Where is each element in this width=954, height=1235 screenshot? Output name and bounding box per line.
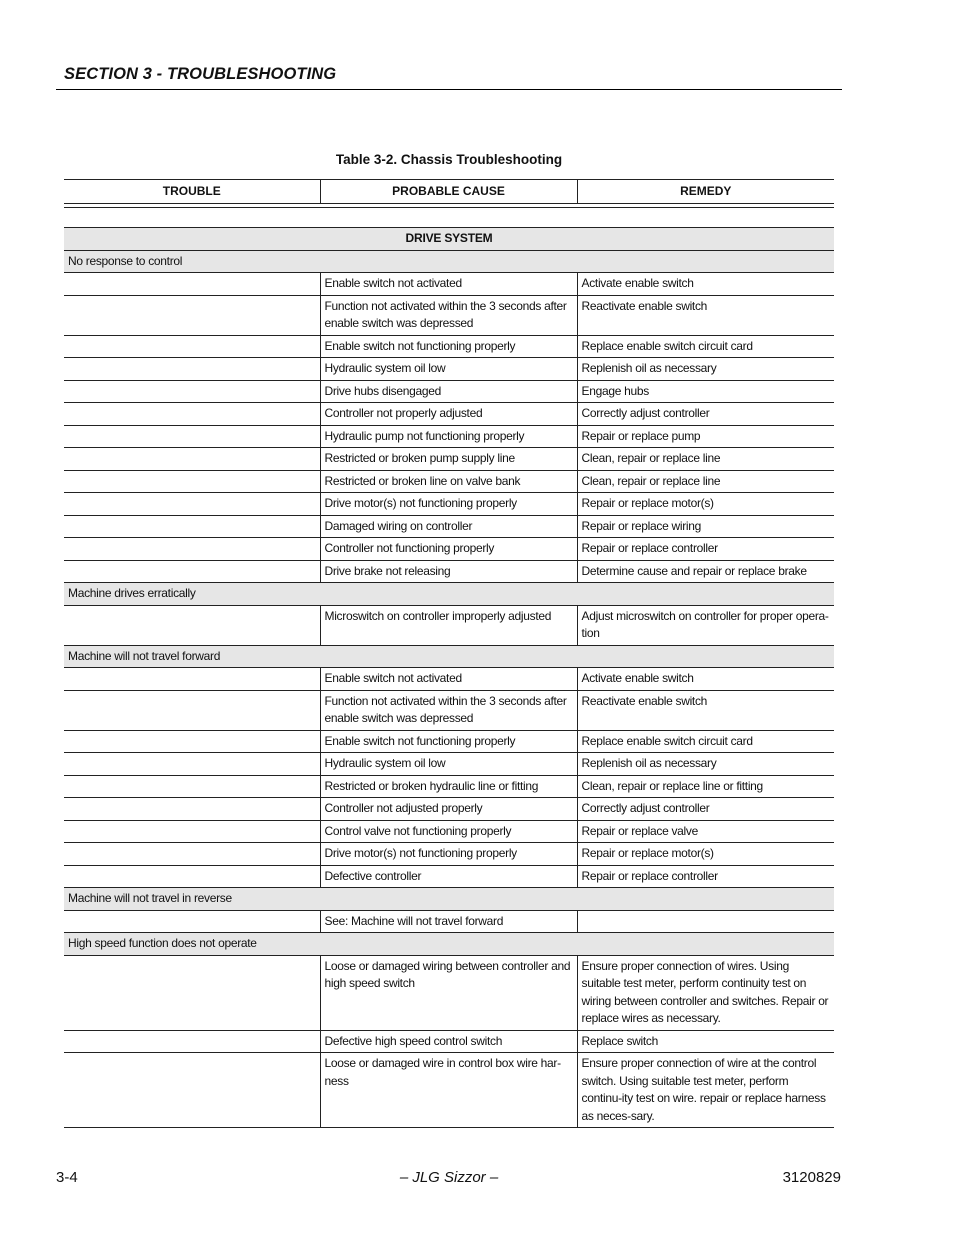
cause-row xyxy=(64,1053,834,1128)
probable-cause-cell: Enable switch not activated xyxy=(320,273,577,296)
subsection-row xyxy=(64,228,834,251)
cause-row xyxy=(64,955,834,1030)
remedy-cell: Replenish oil as necessary xyxy=(577,753,834,776)
header-gap-row xyxy=(64,208,834,228)
troubleshooting-table-container xyxy=(64,179,834,1128)
probable-cause-cell: Drive hubs disengaged xyxy=(320,380,577,403)
trouble-cell-empty xyxy=(64,668,320,691)
probable-cause-cell: Hydraulic system oil low xyxy=(320,753,577,776)
probable-cause-cell: Restricted or broken hydraulic line or fitting xyxy=(320,775,577,798)
remedy-cell: Ensure proper connection of wires. Using suitable test meter, perform continuity test on wiring between controller and switches. Repair or replace wires as necessary. xyxy=(577,955,834,1030)
remedy-cell: Clean, repair or replace line xyxy=(577,448,834,471)
remedy-cell: Clean, repair or replace line or fitting xyxy=(577,775,834,798)
trouble-cell-empty xyxy=(64,605,320,645)
cause-row xyxy=(64,798,834,821)
cause-row xyxy=(64,865,834,888)
trouble-cell-empty xyxy=(64,448,320,471)
probable-cause-cell: Microswitch on controller improperly adjusted xyxy=(320,605,577,645)
trouble-row xyxy=(64,933,834,956)
trouble-label: Machine will not travel forward xyxy=(64,645,834,668)
probable-cause-cell: Drive motor(s) not functioning properly xyxy=(320,843,577,866)
remedy-cell: Replace enable switch circuit card xyxy=(577,335,834,358)
trouble-label: Machine drives erratically xyxy=(64,583,834,606)
probable-cause-cell: Controller not properly adjusted xyxy=(320,403,577,426)
cause-row xyxy=(64,668,834,691)
remedy-cell: Activate enable switch xyxy=(577,273,834,296)
remedy-cell: Repair or replace wiring xyxy=(577,515,834,538)
remedy-cell: Repair or replace valve xyxy=(577,820,834,843)
trouble-cell-empty xyxy=(64,515,320,538)
cause-row xyxy=(64,775,834,798)
column-header-probable-cause: PROBABLE CAUSE xyxy=(320,180,577,204)
cause-row xyxy=(64,403,834,426)
cause-row xyxy=(64,910,834,933)
remedy-cell: Replace switch xyxy=(577,1030,834,1053)
cause-row xyxy=(64,515,834,538)
cause-row xyxy=(64,448,834,471)
probable-cause-cell: Restricted or broken line on valve bank xyxy=(320,470,577,493)
probable-cause-cell: Function not activated within the 3 seconds after enable switch was depressed xyxy=(320,295,577,335)
probable-cause-cell: Loose or damaged wiring between controller and high speed switch xyxy=(320,955,577,1030)
footer-title: – JLG Sizzor – xyxy=(399,1169,499,1186)
probable-cause-cell: Loose or damaged wire in control box wire har-ness xyxy=(320,1053,577,1128)
cause-row xyxy=(64,820,834,843)
column-header-trouble: TROUBLE xyxy=(64,180,320,204)
remedy-cell: Repair or replace motor(s) xyxy=(577,843,834,866)
trouble-cell-empty xyxy=(64,730,320,753)
cause-row xyxy=(64,380,834,403)
subsection-title: DRIVE SYSTEM xyxy=(64,228,834,251)
cause-row xyxy=(64,425,834,448)
probable-cause-cell: Controller not functioning properly xyxy=(320,538,577,561)
trouble-label: No response to control xyxy=(64,250,834,273)
cause-row xyxy=(64,470,834,493)
probable-cause-cell: Enable switch not activated xyxy=(320,668,577,691)
trouble-row xyxy=(64,583,834,606)
trouble-cell-empty xyxy=(64,493,320,516)
table-body xyxy=(64,180,834,1128)
probable-cause-cell: Damaged wiring on controller xyxy=(320,515,577,538)
cause-row xyxy=(64,730,834,753)
cause-row xyxy=(64,273,834,296)
remedy-cell: Repair or replace controller xyxy=(577,538,834,561)
probable-cause-cell: Drive motor(s) not functioning properly xyxy=(320,493,577,516)
remedy-cell: Repair or replace controller xyxy=(577,865,834,888)
trouble-cell-empty xyxy=(64,470,320,493)
trouble-cell-empty xyxy=(64,690,320,730)
trouble-cell-empty xyxy=(64,425,320,448)
remedy-cell: Correctly adjust controller xyxy=(577,798,834,821)
trouble-cell-empty xyxy=(64,843,320,866)
trouble-cell-empty xyxy=(64,295,320,335)
cause-row xyxy=(64,1030,834,1053)
remedy-cell xyxy=(577,910,834,933)
probable-cause-cell: Defective high speed control switch xyxy=(320,1030,577,1053)
gap-cell xyxy=(64,208,834,228)
trouble-cell-empty xyxy=(64,335,320,358)
cause-row xyxy=(64,753,834,776)
trouble-cell-empty xyxy=(64,273,320,296)
remedy-cell: Adjust microswitch on controller for proper opera-tion xyxy=(577,605,834,645)
cause-row xyxy=(64,690,834,730)
trouble-cell-empty xyxy=(64,1030,320,1053)
probable-cause-cell: Enable switch not functioning properly xyxy=(320,730,577,753)
probable-cause-cell: Defective controller xyxy=(320,865,577,888)
trouble-row xyxy=(64,645,834,668)
trouble-cell-empty xyxy=(64,538,320,561)
trouble-cell-empty xyxy=(64,955,320,1030)
remedy-cell: Reactivate enable switch xyxy=(577,295,834,335)
trouble-label: Machine will not travel in reverse xyxy=(64,888,834,911)
trouble-cell-empty xyxy=(64,403,320,426)
remedy-cell: Repair or replace motor(s) xyxy=(577,493,834,516)
probable-cause-cell: Drive brake not releasing xyxy=(320,560,577,583)
cause-row xyxy=(64,560,834,583)
probable-cause-cell: Enable switch not functioning properly xyxy=(320,335,577,358)
table-title: Table 3-2. Chassis Troubleshooting xyxy=(335,152,563,167)
trouble-cell-empty xyxy=(64,753,320,776)
cause-row xyxy=(64,493,834,516)
trouble-cell-empty xyxy=(64,798,320,821)
probable-cause-cell: Hydraulic system oil low xyxy=(320,358,577,381)
trouble-cell-empty xyxy=(64,910,320,933)
probable-cause-cell: Hydraulic pump not functioning properly xyxy=(320,425,577,448)
probable-cause-cell: Restricted or broken pump supply line xyxy=(320,448,577,471)
trouble-cell-empty xyxy=(64,380,320,403)
probable-cause-cell: Function not activated within the 3 seconds after enable switch was depressed xyxy=(320,690,577,730)
cause-row xyxy=(64,295,834,335)
cause-row xyxy=(64,358,834,381)
trouble-cell-empty xyxy=(64,775,320,798)
cause-row xyxy=(64,605,834,645)
section-title: SECTION 3 - TROUBLESHOOTING xyxy=(64,65,337,83)
troubleshooting-table xyxy=(64,179,834,1128)
remedy-cell: Reactivate enable switch xyxy=(577,690,834,730)
trouble-cell-empty xyxy=(64,820,320,843)
remedy-cell: Determine cause and repair or replace brake xyxy=(577,560,834,583)
trouble-label: High speed function does not operate xyxy=(64,933,834,956)
section-header xyxy=(56,64,842,90)
doc-number: 3120829 xyxy=(782,1169,841,1186)
trouble-row xyxy=(64,888,834,911)
remedy-cell: Clean, repair or replace line xyxy=(577,470,834,493)
remedy-cell: Ensure proper connection of wire at the control switch. Using suitable test meter, perform continu-ity test on wire. repair or replace harness as neces-sary. xyxy=(577,1053,834,1128)
column-header-remedy: REMEDY xyxy=(577,180,834,204)
remedy-cell: Activate enable switch xyxy=(577,668,834,691)
trouble-cell-empty xyxy=(64,1053,320,1128)
probable-cause-cell: Controller not adjusted properly xyxy=(320,798,577,821)
table-header-row xyxy=(64,180,834,204)
trouble-cell-empty xyxy=(64,358,320,381)
probable-cause-cell: Control valve not functioning properly xyxy=(320,820,577,843)
trouble-cell-empty xyxy=(64,865,320,888)
trouble-cell-empty xyxy=(64,560,320,583)
remedy-cell: Engage hubs xyxy=(577,380,834,403)
remedy-cell: Repair or replace pump xyxy=(577,425,834,448)
trouble-row xyxy=(64,250,834,273)
remedy-cell: Replenish oil as necessary xyxy=(577,358,834,381)
cause-row xyxy=(64,335,834,358)
remedy-cell: Replace enable switch circuit card xyxy=(577,730,834,753)
probable-cause-cell: See: Machine will not travel forward xyxy=(320,910,577,933)
cause-row xyxy=(64,843,834,866)
cause-row xyxy=(64,538,834,561)
remedy-cell: Correctly adjust controller xyxy=(577,403,834,426)
page-number: 3-4 xyxy=(56,1169,78,1186)
